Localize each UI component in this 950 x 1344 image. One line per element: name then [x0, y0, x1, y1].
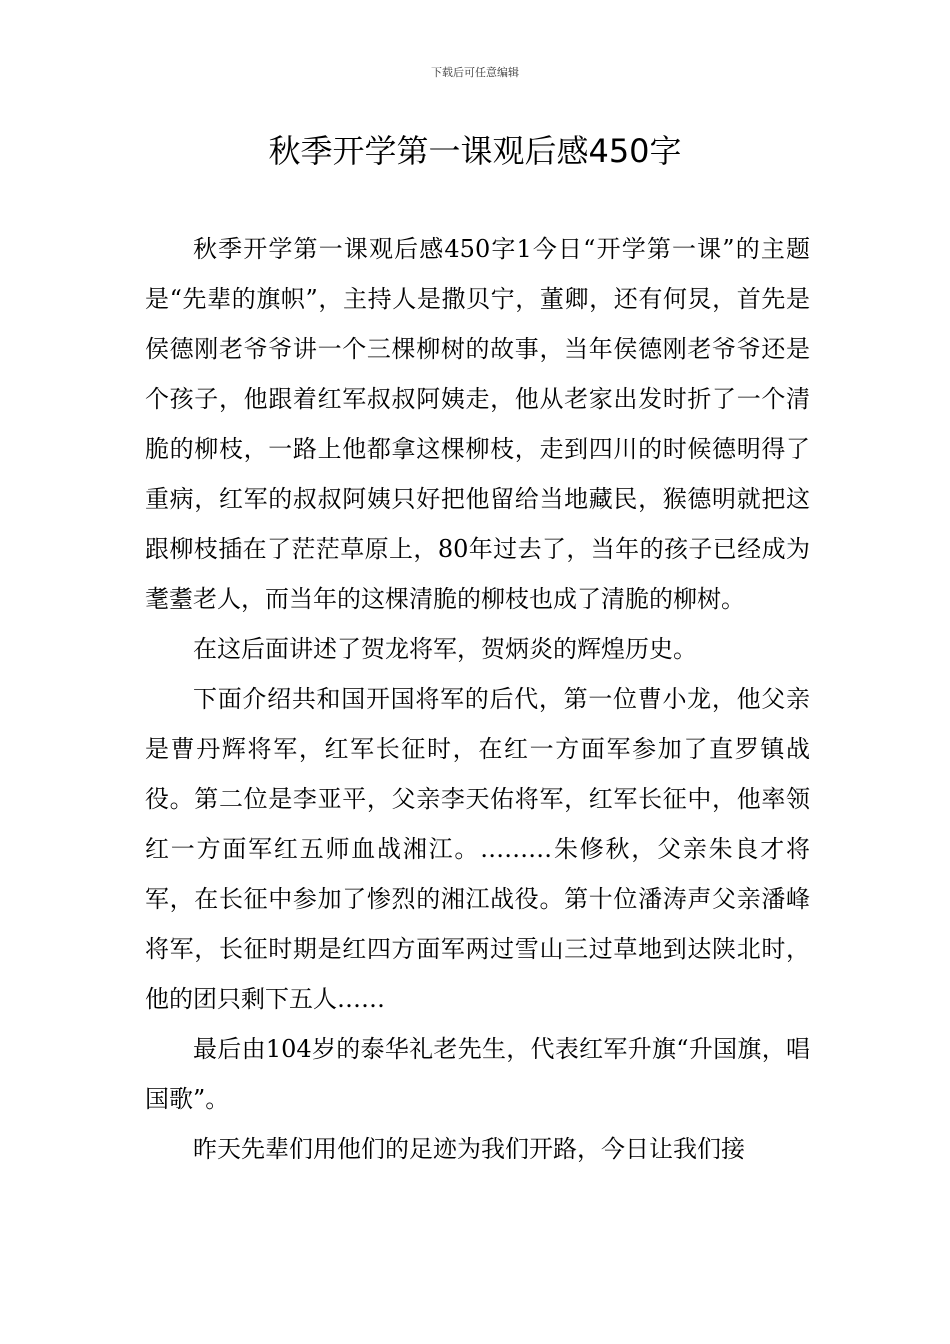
paragraph: 最后由104岁的泰华礼老先生，代表红军升旗“升国旗，唱国歌”。 [145, 1035, 810, 1113]
page-title: 秋季开学第一课观后感450字 [268, 132, 682, 170]
paragraph: 秋季开学第一课观后感450字1今日“开学第一课”的主题是“先辈的旗帜”，主持人是撒贝宁，董卿，还有何炅，首先是侯德刚老爷爷讲一个三棵柳树的故事，当年侯德刚老爷爷还是个孩子，他跟着红军叔叔阿姨走，他从老家出发时折了一个清脆的柳枝，一路上他都拿这棵柳枝，走到四川的时候德明得了重病，红军的叔叔阿姨只好把他留给当地藏民，猴德明就把这跟柳枝插在了茫茫草原上，80年过去了，当年的孩子已经成为耄耋老人，而当年的这棵清脆的柳枝也成了清脆的柳树。 [145, 235, 810, 613]
document-body [145, 224, 810, 1174]
paragraph: 昨天先辈们用他们的足迹为我们开路，今日让我们接 [193, 1135, 745, 1163]
paragraph: 在这后面讲述了贺龙将军，贺炳炎的辉煌历史。 [193, 635, 697, 663]
paragraph: 下面介绍共和国开国将军的后代，第一位曹小龙，他父亲是曹丹辉将军，红军长征时，在红一方面军参加了直罗镇战役。第二位是李亚平，父亲李天佑将军，红军长征中，他率领红一方面军红五师血战湘江。………朱修秋，父亲朱良才将军，在长征中参加了惨烈的湘江战役。第十位潘涛声父亲潘峰将军，长征时期是红四方面军两过雪山三过草地到达陕北时，他的团只剩下五人…… [145, 685, 810, 1013]
header-note: 下载后可任意编辑 [431, 66, 519, 79]
